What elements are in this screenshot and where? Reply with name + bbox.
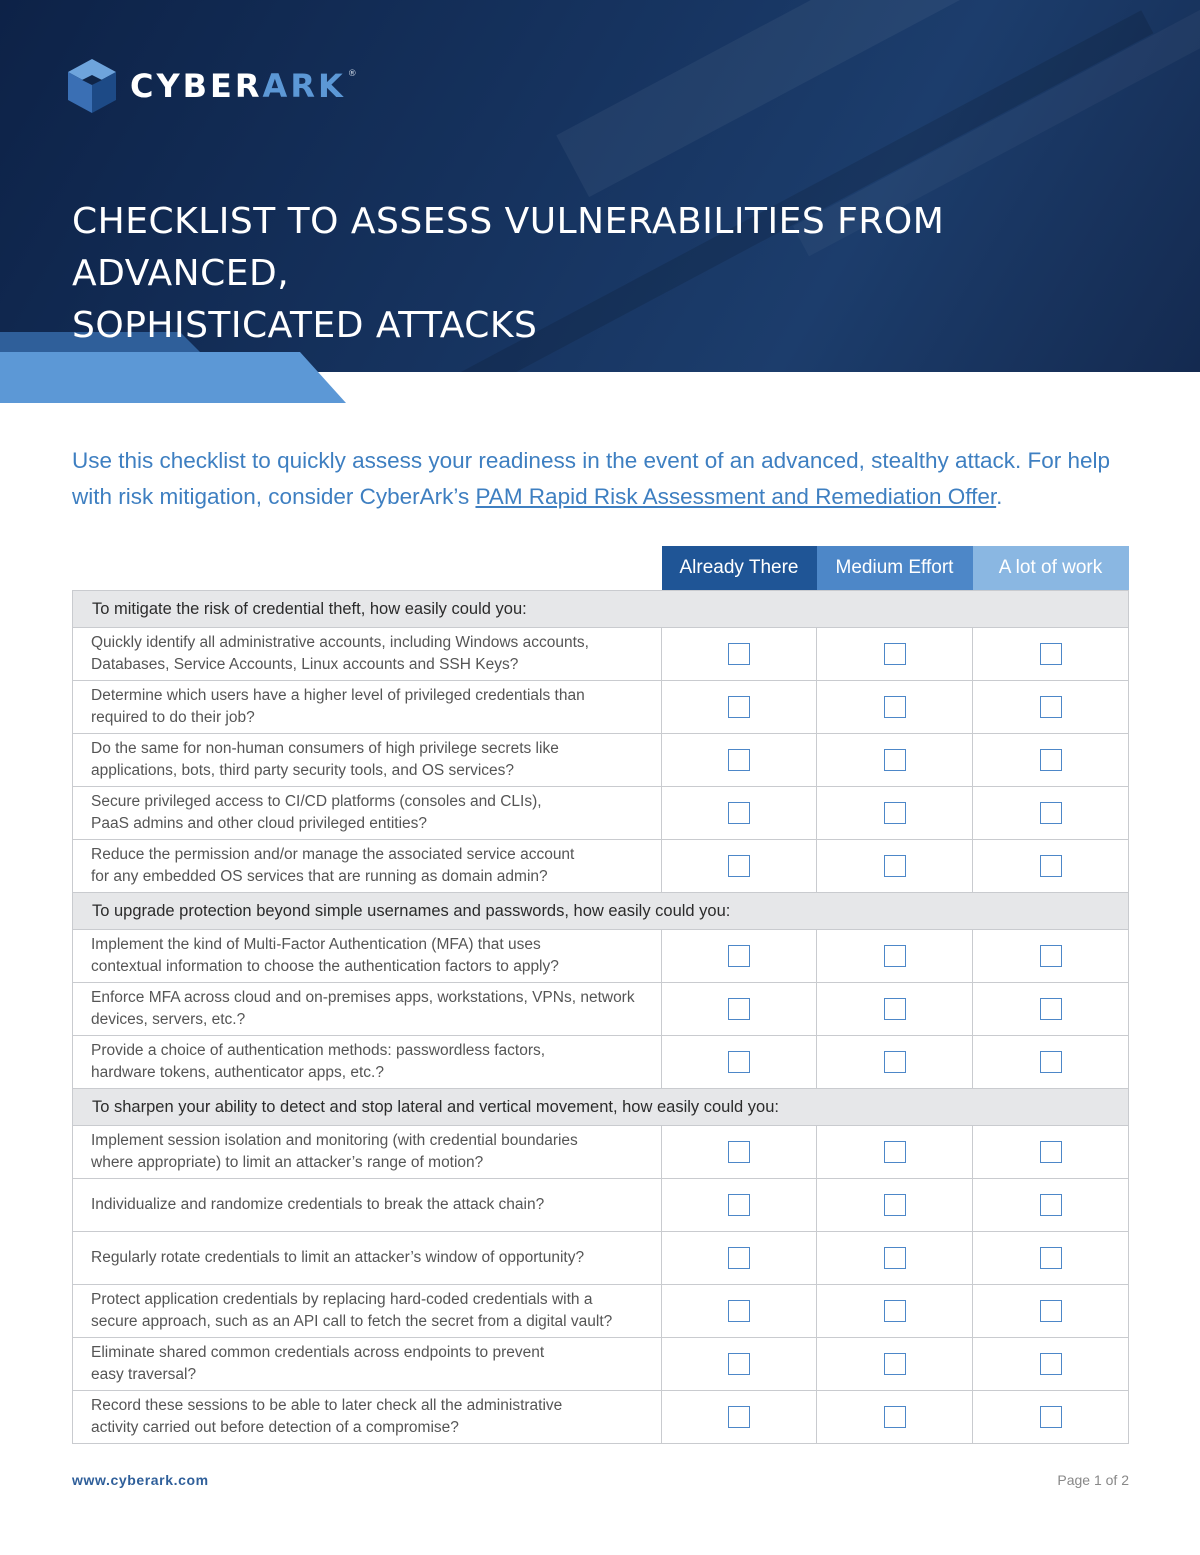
question-line: Protect application credentials by replacing hard-coded credentials with a [91,1291,593,1308]
logo-text-ark: ARK [262,67,346,105]
checkbox-cell-a-lot-of-work [973,1232,1129,1285]
checklist-question [73,1179,662,1232]
checkbox-cell-already-there [662,983,817,1036]
checkbox-a-lot-of-work[interactable] [1040,643,1062,665]
checklist-item-row [73,983,1129,1036]
checkbox-cell-already-there [662,628,817,681]
column-header-already-there: Already There [662,546,817,591]
checkbox-cell-already-there [662,1232,817,1285]
checkbox-a-lot-of-work[interactable] [1040,1051,1062,1073]
question-line: Individualize and randomize credentials to break the attack chain? [91,1196,545,1213]
question-line: required to do their job? [91,709,255,726]
question-line: Implement the kind of Multi-Factor Authentication (MFA) that uses [91,936,541,953]
question-line: Secure privileged access to CI/CD platforms (consoles and CLIs), [91,793,542,810]
checkbox-a-lot-of-work[interactable] [1040,998,1062,1020]
checkbox-cell-medium-effort [817,1232,973,1285]
checklist-item-row [73,1391,1129,1444]
checkbox-medium-effort[interactable] [884,696,906,718]
column-header-medium-effort: Medium Effort [817,546,973,591]
section-heading-row [73,1089,1129,1126]
checkbox-already-there[interactable] [728,945,750,967]
question-line: Implement session isolation and monitoring (with credential boundaries [91,1132,578,1149]
logo-wordmark [130,67,360,105]
question-line: Eliminate shared common credentials across endpoints to prevent [91,1344,545,1361]
checkbox-cell-medium-effort [817,1285,973,1338]
checkbox-cell-medium-effort [817,983,973,1036]
checklist-question [73,1391,662,1444]
checkbox-medium-effort[interactable] [884,749,906,771]
checkbox-cell-already-there [662,1179,817,1232]
checkbox-cell-medium-effort [817,681,973,734]
checkbox-already-there[interactable] [728,696,750,718]
checkbox-cell-already-there [662,1338,817,1391]
checkbox-a-lot-of-work[interactable] [1040,945,1062,967]
accent-stripe [0,352,346,403]
checkbox-cell-already-there [662,1126,817,1179]
checkbox-medium-effort[interactable] [884,1194,906,1216]
checkbox-cell-a-lot-of-work [973,787,1129,840]
checkbox-already-there[interactable] [728,749,750,771]
checklist-item-row [73,1179,1129,1232]
question-line: Quickly identify all administrative accounts, including Windows accounts, [91,634,589,651]
header-banner [0,0,1200,372]
section-heading: To sharpen your ability to detect and stop lateral and vertical movement, how easily could you: [73,1089,1129,1126]
checkbox-medium-effort[interactable] [884,1051,906,1073]
question-line: hardware tokens, authenticator apps, etc.? [91,1064,384,1081]
question-line: Databases, Service Accounts, Linux accounts and SSH Keys? [91,656,519,673]
checkbox-a-lot-of-work[interactable] [1040,1194,1062,1216]
checkbox-already-there[interactable] [728,643,750,665]
checklist-item-row [73,1036,1129,1089]
checkbox-already-there[interactable] [728,1406,750,1428]
question-line: applications, bots, third party security tools, and OS services? [91,762,515,779]
checkbox-a-lot-of-work[interactable] [1040,1406,1062,1428]
checkbox-cell-a-lot-of-work [973,930,1129,983]
section-heading-row [73,591,1129,628]
question-line: devices, servers, etc.? [91,1011,246,1028]
checkbox-cell-a-lot-of-work [973,1285,1129,1338]
checklist-question [73,1232,662,1285]
checklist-question [73,1036,662,1089]
checkbox-cell-medium-effort [817,1126,973,1179]
checklist-item-row [73,840,1129,893]
checkbox-a-lot-of-work[interactable] [1040,1300,1062,1322]
checkbox-cell-a-lot-of-work [973,1126,1129,1179]
checkbox-a-lot-of-work[interactable] [1040,749,1062,771]
checkbox-medium-effort[interactable] [884,1300,906,1322]
checklist-item-row [73,1285,1129,1338]
checklist-question [73,681,662,734]
checklist-question [73,787,662,840]
checkbox-cell-medium-effort [817,1179,973,1232]
checklist-item-row [73,681,1129,734]
checklist-item-row [73,1126,1129,1179]
question-line: Enforce MFA across cloud and on-premises apps, workstations, VPNs, network [91,989,635,1006]
checkbox-cell-already-there [662,734,817,787]
checkbox-cell-medium-effort [817,1391,973,1444]
checkbox-already-there[interactable] [728,1247,750,1269]
checkbox-cell-already-there [662,1285,817,1338]
question-line: Record these sessions to be able to later check all the administrative [91,1397,563,1414]
checkbox-cell-medium-effort [817,628,973,681]
checkbox-a-lot-of-work[interactable] [1040,802,1062,824]
title-line-2: SOPHISTICATED ATTACKS [72,305,538,346]
checkbox-a-lot-of-work[interactable] [1040,855,1062,877]
checklist-item-row [73,1232,1129,1285]
cube-logo-icon [66,57,118,115]
checkbox-cell-a-lot-of-work [973,734,1129,787]
checkbox-cell-already-there [662,1036,817,1089]
checklist-question [73,628,662,681]
checkbox-a-lot-of-work[interactable] [1040,696,1062,718]
checklist-item-row [73,930,1129,983]
checkbox-already-there[interactable] [728,1300,750,1322]
checkbox-cell-a-lot-of-work [973,840,1129,893]
checkbox-cell-medium-effort [817,1338,973,1391]
checkbox-already-there[interactable] [728,998,750,1020]
checkbox-medium-effort[interactable] [884,643,906,665]
checklist-header-row [73,546,1129,591]
checklist-question [73,1338,662,1391]
checkbox-cell-a-lot-of-work [973,1338,1129,1391]
checklist-question [73,1285,662,1338]
checkbox-already-there[interactable] [728,802,750,824]
checkbox-cell-medium-effort [817,734,973,787]
question-line: easy traversal? [91,1366,197,1383]
cyberark-logo [66,56,360,116]
question-line: PaaS admins and other cloud privileged entities? [91,815,428,832]
checkbox-medium-effort[interactable] [884,855,906,877]
column-header-a-lot-of-work: A lot of work [973,546,1129,591]
checklist-body [73,591,1129,1444]
checkbox-cell-medium-effort [817,1036,973,1089]
question-line: activity carried out before detection of a compromise? [91,1419,459,1436]
checkbox-cell-already-there [662,840,817,893]
page-title [72,196,1152,352]
checkbox-medium-effort[interactable] [884,1353,906,1375]
checkbox-cell-already-there [662,930,817,983]
section-heading-row [73,893,1129,930]
checkbox-already-there[interactable] [728,1141,750,1163]
page-number: Page 1 of 2 [1057,1472,1129,1488]
checkbox-cell-medium-effort [817,787,973,840]
trademark-mark: ® [347,69,360,79]
checklist-question [73,840,662,893]
checkbox-medium-effort[interactable] [884,945,906,967]
question-line: where appropriate) to limit an attacker’s range of motion? [91,1154,484,1171]
title-line-1: CHECKLIST TO ASSESS VULNERABILITIES FROM ADVANCED, [72,201,945,294]
checklist-question [73,983,662,1036]
checkbox-cell-a-lot-of-work [973,983,1129,1036]
checkbox-cell-a-lot-of-work [973,628,1129,681]
checkbox-a-lot-of-work[interactable] [1040,1247,1062,1269]
question-line: Provide a choice of authentication methods: passwordless factors, [91,1042,546,1059]
checkbox-cell-already-there [662,1391,817,1444]
checkbox-cell-already-there [662,681,817,734]
checklist-item-row [73,1338,1129,1391]
checkbox-cell-medium-effort [817,930,973,983]
question-line: for any embedded OS services that are running as domain admin? [91,868,548,885]
checklist-item-row [73,734,1129,787]
checklist-question [73,734,662,787]
checkbox-a-lot-of-work[interactable] [1040,1141,1062,1163]
checklist-question [73,1126,662,1179]
question-line: Regularly rotate credentials to limit an attacker’s window of opportunity? [91,1249,585,1266]
footer-url: www.cyberark.com [72,1472,209,1488]
checkbox-already-there[interactable] [728,855,750,877]
checklist-table [72,546,1129,1444]
section-heading: To mitigate the risk of credential theft, how easily could you: [73,591,1129,628]
checkbox-already-there[interactable] [728,1194,750,1216]
checkbox-medium-effort[interactable] [884,998,906,1020]
checkbox-cell-medium-effort [817,840,973,893]
checkbox-cell-a-lot-of-work [973,681,1129,734]
checklist-item-row [73,628,1129,681]
header-blank [73,546,662,591]
checklist-question [73,930,662,983]
checkbox-medium-effort[interactable] [884,1247,906,1269]
checkbox-already-there[interactable] [728,1353,750,1375]
checkbox-a-lot-of-work[interactable] [1040,1353,1062,1375]
question-line: secure approach, such as an API call to fetch the secret from a digital vault? [91,1313,613,1330]
question-line: Reduce the permission and/or manage the associated service account [91,846,575,863]
checklist-item-row [73,787,1129,840]
checkbox-cell-a-lot-of-work [973,1391,1129,1444]
checkbox-medium-effort[interactable] [884,1406,906,1428]
question-line: Determine which users have a higher level of privileged credentials than [91,687,585,704]
intro-text: Use this checklist to quickly assess your readiness in the event of an advanced, stealthy attack. For help with risk mitigation, consider CyberArk’s [72,448,1111,509]
section-heading: To upgrade protection beyond simple usernames and passwords, how easily could you: [73,893,1129,930]
question-line: Do the same for non-human consumers of high privilege secrets like [91,740,559,757]
checkbox-medium-effort[interactable] [884,802,906,824]
intro-suffix: . [996,484,1003,509]
checkbox-cell-already-there [662,787,817,840]
checkbox-medium-effort[interactable] [884,1141,906,1163]
question-line: contextual information to choose the authentication factors to apply? [91,958,559,975]
intro-paragraph [72,443,1152,515]
checkbox-already-there[interactable] [728,1051,750,1073]
checkbox-cell-a-lot-of-work [973,1036,1129,1089]
logo-text-cyber: CYBER [130,67,263,105]
pam-offer-link[interactable]: PAM Rapid Risk Assessment and Remediation Offer [475,484,997,509]
checkbox-cell-a-lot-of-work [973,1179,1129,1232]
